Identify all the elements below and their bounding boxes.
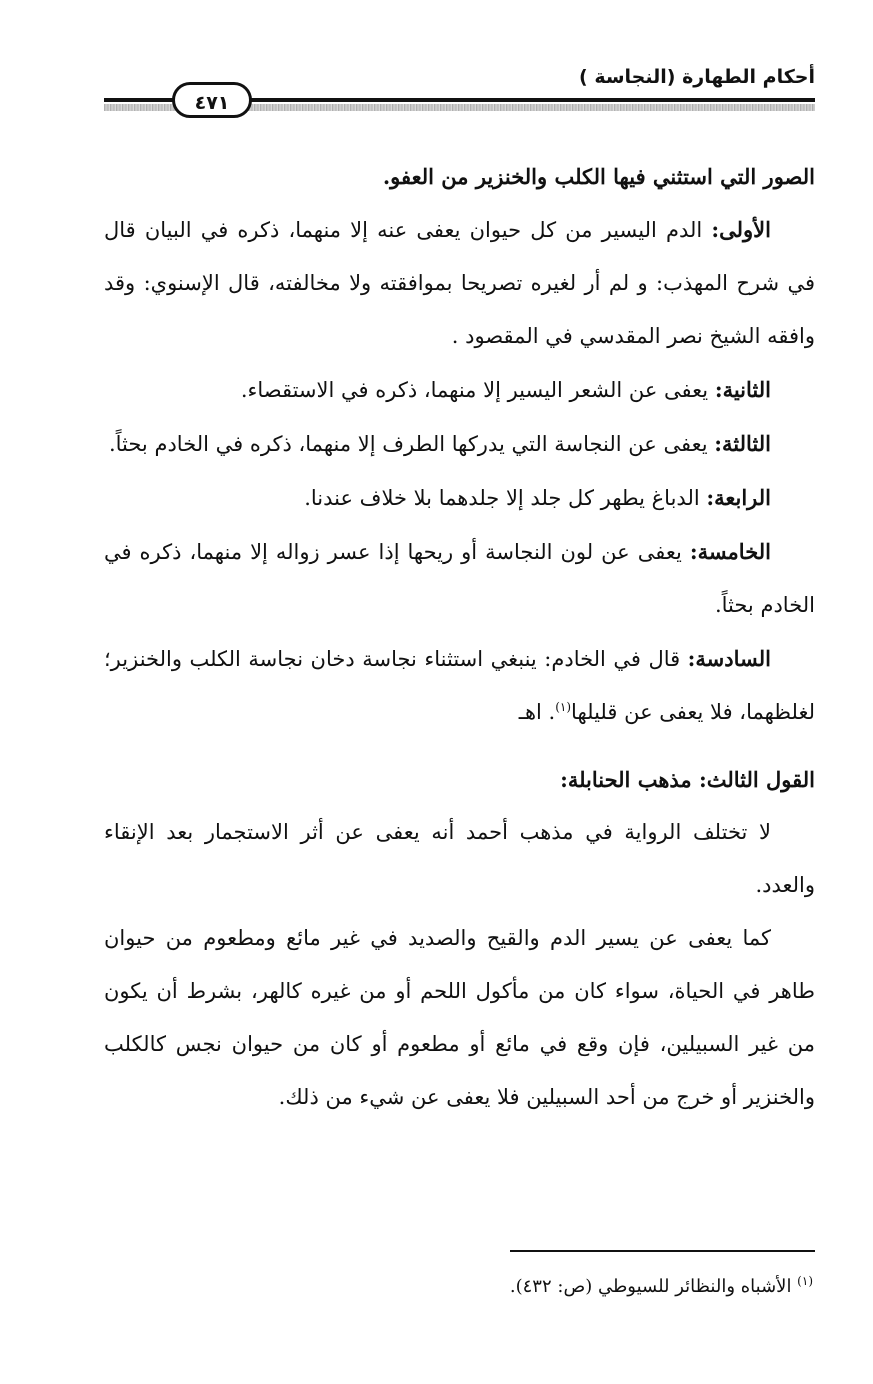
term-fourth: الرابعة:	[706, 485, 771, 510]
running-title: أحكام الطهارة (النجاسة )	[579, 66, 815, 88]
paragraph-hanbali-2: كما يعفى عن يسير الدم والقيح والصديد في غير مائع ومطعوم من حيوان طاهر في الحياة، سواء كان من مأكول اللحم أو من غيره كالهر، بشرط أن يكون من غير السبيلين، فإن وقع في مائع أو مطعوم أو كان من حيوان نجس كالكلب والخنزير أو خرج من أحد السبيلين فلا يعفى عن شيء من ذلك.	[104, 926, 815, 1109]
term-first: الأولى:	[711, 217, 771, 242]
section-heading-exceptions: الصور التي استثني فيها الكلب والخنزير من العفو.	[382, 164, 815, 189]
paragraph-fourth-text: الدباغ يطهر كل جلد إلا جلدهما بلا خلاف عندنا.	[304, 486, 707, 510]
paragraph-first	[104, 203, 815, 363]
footnote-marker: (١)	[797, 1274, 813, 1288]
page-header	[104, 60, 815, 126]
paragraph-sixth-tail: . اهـ	[518, 700, 556, 724]
paragraph-third	[104, 417, 815, 471]
paragraph-third-text: يعفى عن النجاسة التي يدركها الطرف إلا منهما، ذكره في الخادم بحثاً.	[108, 432, 715, 456]
footnote	[510, 1272, 813, 1302]
paragraph-fourth	[104, 471, 815, 525]
page-number: ٤٧١	[172, 82, 252, 118]
term-fifth: الخامسة:	[689, 539, 771, 564]
paragraph-second	[104, 363, 815, 417]
paragraph-hanbali-1: لا تختلف الرواية في مذهب أحمد أنه يعفى عن أثر الاستجمار بعد الإنقاء والعدد.	[104, 820, 815, 897]
section-heading-hanbali: القول الثالث: مذهب الحنابلة:	[560, 767, 815, 792]
paragraph-second-text: يعفى عن الشعر اليسير إلا منهما، ذكره في الاستقصاء.	[240, 378, 715, 402]
term-sixth: السادسة:	[687, 646, 771, 671]
term-third: الثالثة:	[714, 431, 771, 456]
paragraph-first-text: الدم اليسير من كل حيوان يعفى عنه إلا منهما، ذكره في البيان قال في شرح المهذب: و لم أر لغيره تصريحا بموافقته ولا مخالفته، قال الإسنوي: وقد وافقه الشيخ نصر المقدسي في المقصود .	[104, 218, 815, 348]
footnote-separator	[510, 1250, 815, 1252]
page-body	[104, 150, 815, 1124]
term-second: الثانية:	[714, 377, 771, 402]
paragraph-fifth	[104, 525, 815, 632]
footnote-text: الأشباه والنظائر للسيوطي (ص: ٤٣٢).	[509, 1276, 798, 1297]
paragraph-sixth	[104, 632, 815, 739]
section-gap	[104, 739, 815, 753]
paragraph-sixth-text: قال في الخادم: ينبغي استثناء نجاسة دخان نجاسة الكلب والخنزير؛ لغلظهما، فلا يعفى عن قليلها	[104, 647, 815, 724]
footnote-reference[interactable]: (١)	[555, 700, 572, 714]
paragraph-fifth-text: يعفى عن لون النجاسة أو ريحها إذا عسر زواله إلا منهما، ذكره في الخادم بحثاً.	[104, 540, 815, 617]
